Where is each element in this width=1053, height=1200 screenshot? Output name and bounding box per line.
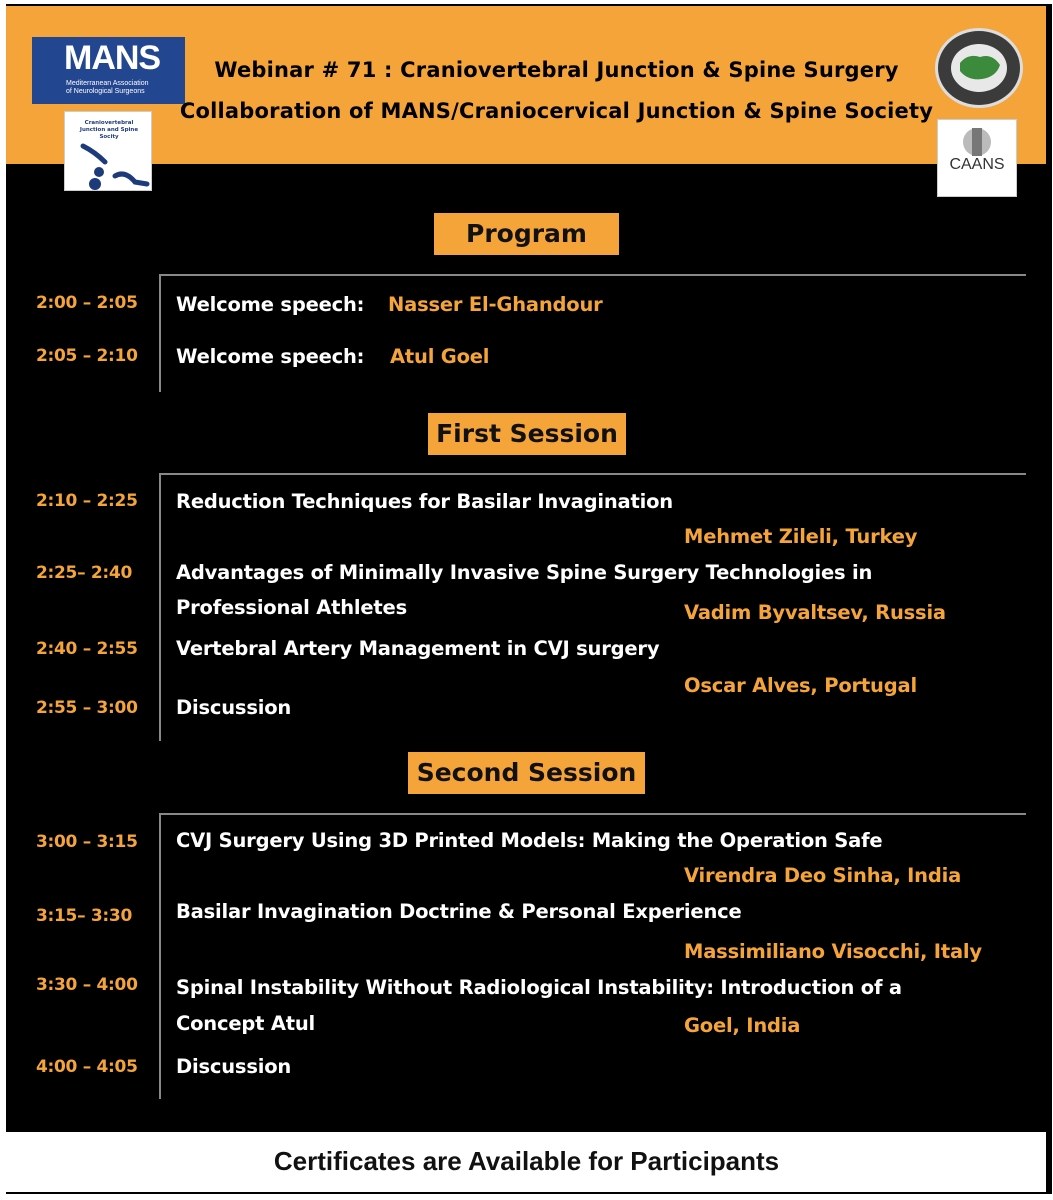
caans-logo — [937, 119, 1017, 197]
mans-logo-line2: of Neurological Surgeons — [66, 88, 145, 95]
second-item-4-title: Discussion — [176, 1055, 292, 1078]
caans-logo-abbr: CAANS — [949, 156, 1005, 173]
first-item-2-time: 2:25– 2:40 — [36, 563, 132, 583]
second-item-2-time: 3:15– 3:30 — [36, 906, 132, 926]
second-item-3-speaker: Goel, India — [684, 1014, 801, 1037]
cjss-logo-line1: Craniovertebral — [84, 120, 134, 126]
program-item-2-time: 2:05 – 2:10 — [36, 346, 138, 366]
first-item-1-speaker: Mehmet Zileli, Turkey — [684, 525, 918, 548]
certificates-notice: Certificates are Available for Participants — [273, 1146, 780, 1176]
webinar-title: Webinar # 71 : Craniovertebral Junction & Spine Surgery — [214, 58, 899, 82]
first-item-2-title-continued: Professional Athletes — [176, 596, 407, 619]
pan-arab-society-logo — [935, 28, 1023, 108]
second-item-1-title: CVJ Surgery Using 3D Printed Models: Making the Operation Safe — [176, 829, 883, 852]
world-map-icon — [938, 31, 1020, 105]
program-item-2-speaker: Atul Goel — [390, 345, 490, 368]
first-session-divider — [160, 473, 1026, 475]
program-timeline-rule — [159, 274, 161, 392]
second-item-3-time: 3:30 – 4:00 — [36, 975, 138, 995]
first-item-3-title: Vertebral Artery Management in CVJ surgery — [176, 637, 660, 660]
second-session-timeline-rule — [159, 813, 161, 1099]
first-item-3-time: 2:40 – 2:55 — [36, 639, 138, 659]
program-item-1-title: Welcome speech: — [176, 293, 365, 316]
second-session-label: Second Session — [408, 752, 645, 794]
program-label: Program — [434, 213, 619, 255]
second-item-2-title: Basilar Invagination Doctrine & Personal Experience — [176, 900, 742, 923]
second-item-2-speaker: Massimiliano Visocchi, Italy — [684, 940, 982, 963]
mans-logo-name — [66, 80, 149, 96]
mans-logo-line1: Mediterranean Association — [66, 80, 149, 87]
second-item-3-title: Spinal Instability Without Radiological Instability: Introduction of a — [176, 976, 902, 999]
first-item-1-title: Reduction Techniques for Basilar Invagination — [176, 490, 673, 513]
first-item-4-title: Discussion — [176, 696, 292, 719]
cjss-logo-line2: Junction and Spine — [79, 127, 139, 133]
second-item-1-time: 3:00 – 3:15 — [36, 832, 138, 852]
mans-logo-abbr: MANS — [64, 39, 161, 77]
first-item-1-time: 2:10 – 2:25 — [36, 491, 138, 511]
second-item-3-title-continued: Concept Atul — [176, 1012, 316, 1035]
program-item-1-time: 2:00 – 2:05 — [36, 293, 138, 313]
program-divider — [160, 274, 1026, 276]
first-item-3-speaker: Oscar Alves, Portugal — [684, 674, 917, 697]
first-session-timeline-rule — [159, 473, 161, 741]
spine-icon — [65, 112, 153, 192]
poster-background — [6, 4, 1052, 1194]
second-item-4-time: 4:00 – 4:05 — [36, 1057, 138, 1077]
first-item-4-time: 2:55 – 3:00 — [36, 698, 138, 718]
collaboration-title: Collaboration of MANS/Craniocervical Junction & Spine Society — [179, 99, 934, 123]
first-item-2-speaker: Vadim Byvaltsev, Russia — [684, 601, 946, 624]
cjss-logo — [64, 111, 152, 191]
program-item-1-speaker: Nasser El-Ghandour — [388, 293, 603, 316]
first-session-label: First Session — [428, 413, 626, 455]
second-item-1-speaker: Virendra Deo Sinha, India — [684, 864, 962, 887]
cjss-logo-line3: Socity — [99, 134, 119, 140]
brain-figure-icon — [938, 120, 1016, 160]
program-item-2-title: Welcome speech: — [176, 345, 365, 368]
second-session-divider — [160, 813, 1026, 815]
first-item-2-title: Advantages of Minimally Invasive Spine Surgery Technologies in — [176, 561, 873, 584]
